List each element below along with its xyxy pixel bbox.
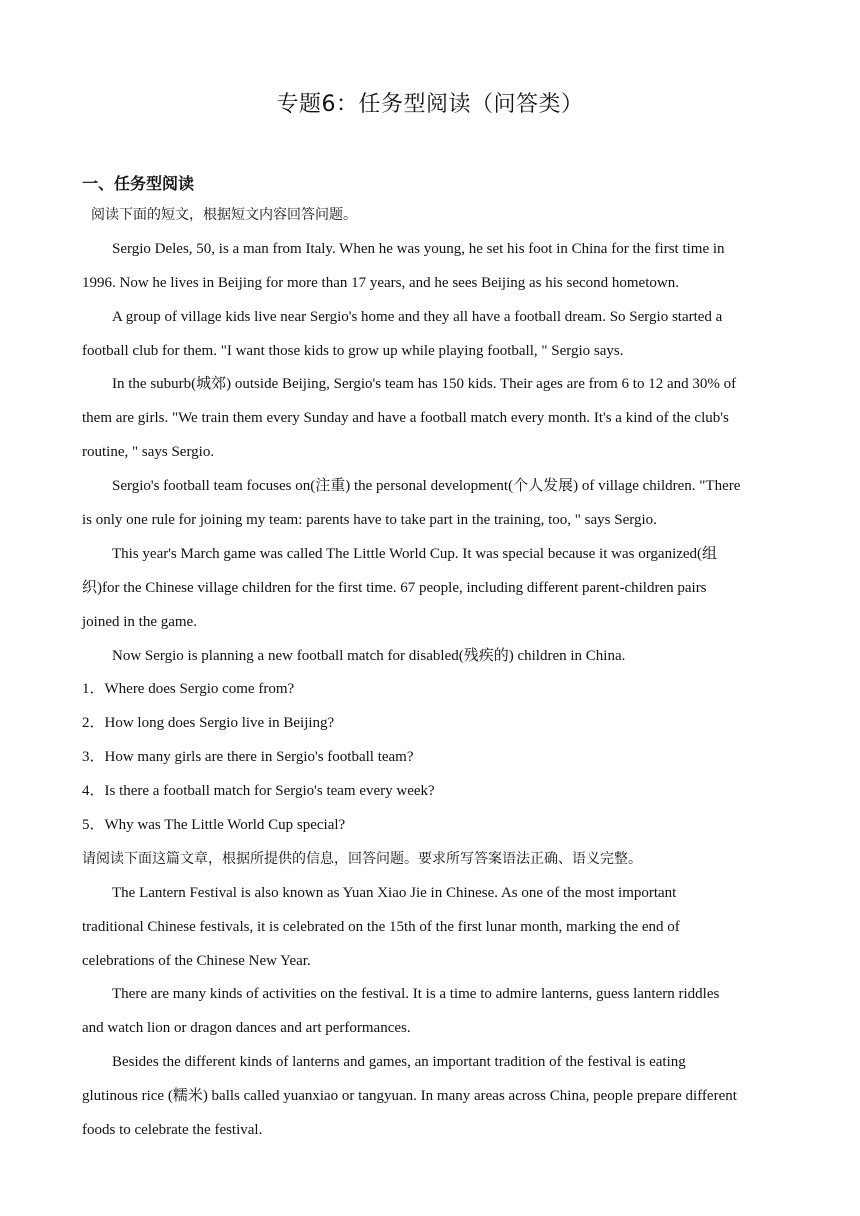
text-line: 阅读下面的短文，根据短文内容回答问题。 xyxy=(91,207,357,223)
text-line: celebrations of the Chinese New Year. xyxy=(82,952,311,969)
text-line: foods to celebrate the festival. xyxy=(82,1122,263,1139)
document-title: 专题6：任务型阅读（问答类） xyxy=(276,92,584,117)
text-line: 2．How long does Sergio live in Beijing? xyxy=(82,715,335,732)
text-line: joined in the game. xyxy=(82,613,197,630)
text-line: 请阅读下面这篇文章，根据所提供的信息，回答问题。要求所写答案语法正确、语义完整。 xyxy=(82,850,642,867)
text-line: them are girls. "We train them every Sunday and have a football match every month. It's a kind of the club's xyxy=(82,410,729,427)
text-line: In the suburb(城郊) outside Beijing, Sergio's team has 150 kids. Their ages are from 6 to 12 and 30% of xyxy=(112,376,737,393)
text-line: Sergio's football team focuses on(注重) the personal development(个人发展) of village children. "There xyxy=(112,478,741,495)
text-line: routine, " says Sergio. xyxy=(82,444,215,461)
text-line: is only one rule for joining my team: parents have to take part in the training, too, " says Sergio. xyxy=(82,512,657,529)
document-body xyxy=(82,199,782,1148)
text-line: 织)for the Chinese village children for the first time. 67 people, including different parent-children pairs xyxy=(82,579,707,596)
text-line: A group of village kids live near Sergio's home and they all have a football dream. So Sergio started a xyxy=(112,308,723,325)
text-line: There are many kinds of activities on the festival. It is a time to admire lanterns, guess lantern riddles xyxy=(112,986,720,1003)
section-heading: 一、任务型阅读 xyxy=(82,174,195,193)
text-line: This year's March game was called The Little World Cup. It was special because it was organized(组 xyxy=(112,545,718,562)
text-line: 1996. Now he lives in Beijing for more than 17 years, and he sees Beijing as his second hometown. xyxy=(82,274,679,291)
text-line: 3．How many girls are there in Sergio's football team? xyxy=(82,749,414,766)
text-line: and watch lion or dragon dances and art performances. xyxy=(82,1020,411,1037)
text-line: Besides the different kinds of lanterns and games, an important tradition of the festival is eating xyxy=(112,1054,686,1071)
text-line: traditional Chinese festivals, it is celebrated on the 15th of the first lunar month, marking the end of xyxy=(82,918,680,935)
text-line: glutinous rice (糯米) balls called yuanxiao or tangyuan. In many areas across China, people prepare different xyxy=(82,1088,737,1105)
text-line: Now Sergio is planning a new football match for disabled(残疾的) children in China. xyxy=(112,647,626,664)
text-line: football club for them. "I want those kids to grow up while playing football, " Sergio says. xyxy=(82,342,624,359)
text-line: 5．Why was The Little World Cup special? xyxy=(82,817,346,834)
text-line: The Lantern Festival is also known as Yuan Xiao Jie in Chinese. As one of the most important xyxy=(112,884,677,901)
text-line: Sergio Deles, 50, is a man from Italy. When he was young, he set his foot in China for the first time in xyxy=(112,240,725,257)
text-line: 4．Is there a football match for Sergio's team every week? xyxy=(82,783,435,800)
text-line: 1．Where does Sergio come from? xyxy=(82,681,295,698)
